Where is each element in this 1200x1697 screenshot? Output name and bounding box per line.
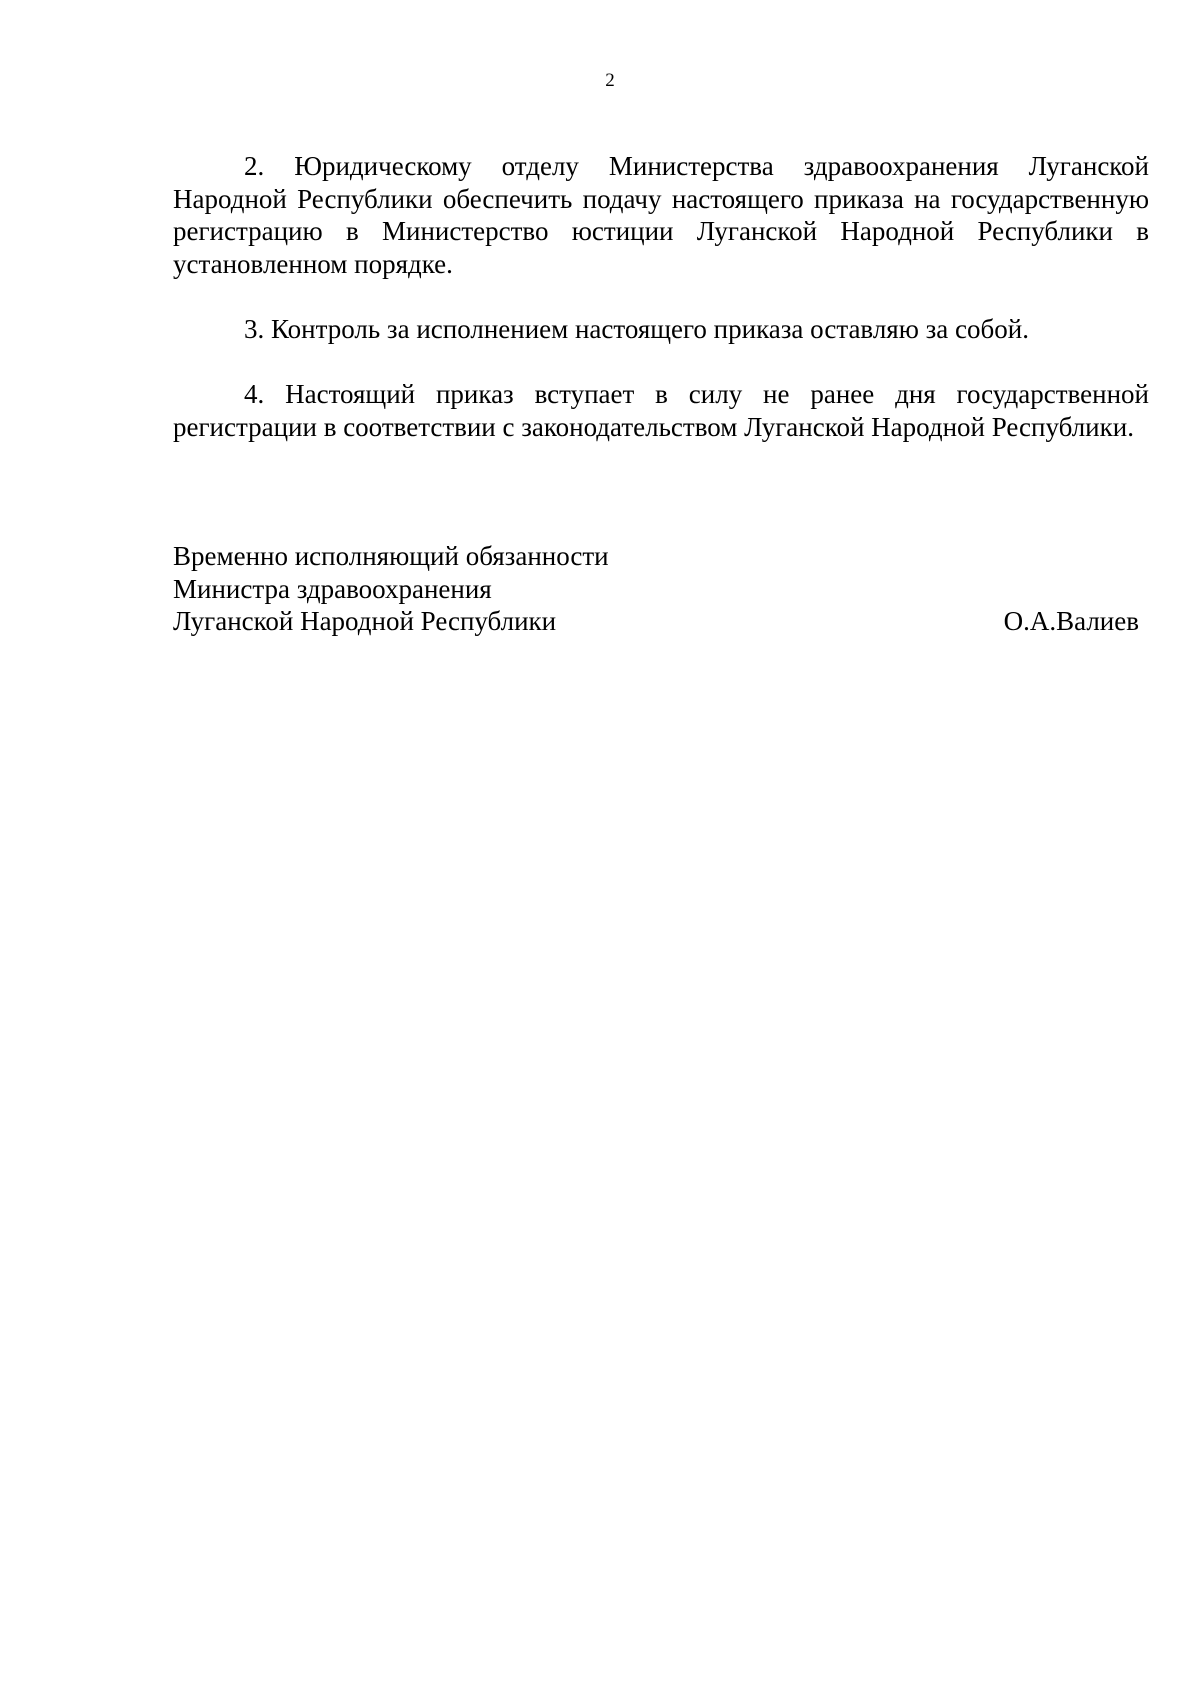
signatory-position-line-1: Временно исполняющий обязанности (173, 541, 609, 571)
paragraph-3 (173, 313, 1149, 346)
signatory-name: О.А.Валиев (1003, 606, 1139, 636)
paragraph-text: 3. Контроль за исполнением настоящего приказа оставляю за собой. (244, 314, 1029, 344)
signature-final-line (173, 605, 1149, 638)
paragraph-text: 4. Настоящий приказ вступает в силу не ранее дня государственной регистрации в соответствии с законодательством Луганской Народной Республики. (173, 379, 1149, 442)
page-number: 2 (605, 70, 615, 91)
paragraph-2 (173, 150, 1149, 280)
signatory-position-line-2: Министра здравоохранения (173, 573, 492, 604)
signatory-position-line-3: Луганской Народной Республики (173, 606, 557, 636)
paragraph-text: 2. Юридическому отделу Министерства здравоохранения Луганской Народной Республики обеспечить подачу настоящего приказа на государственную регистрацию в Министерство юстиции Луганской Народной Республики в установленном порядке. (173, 151, 1149, 279)
paragraph-4 (173, 378, 1149, 443)
signature-block (173, 540, 1149, 638)
